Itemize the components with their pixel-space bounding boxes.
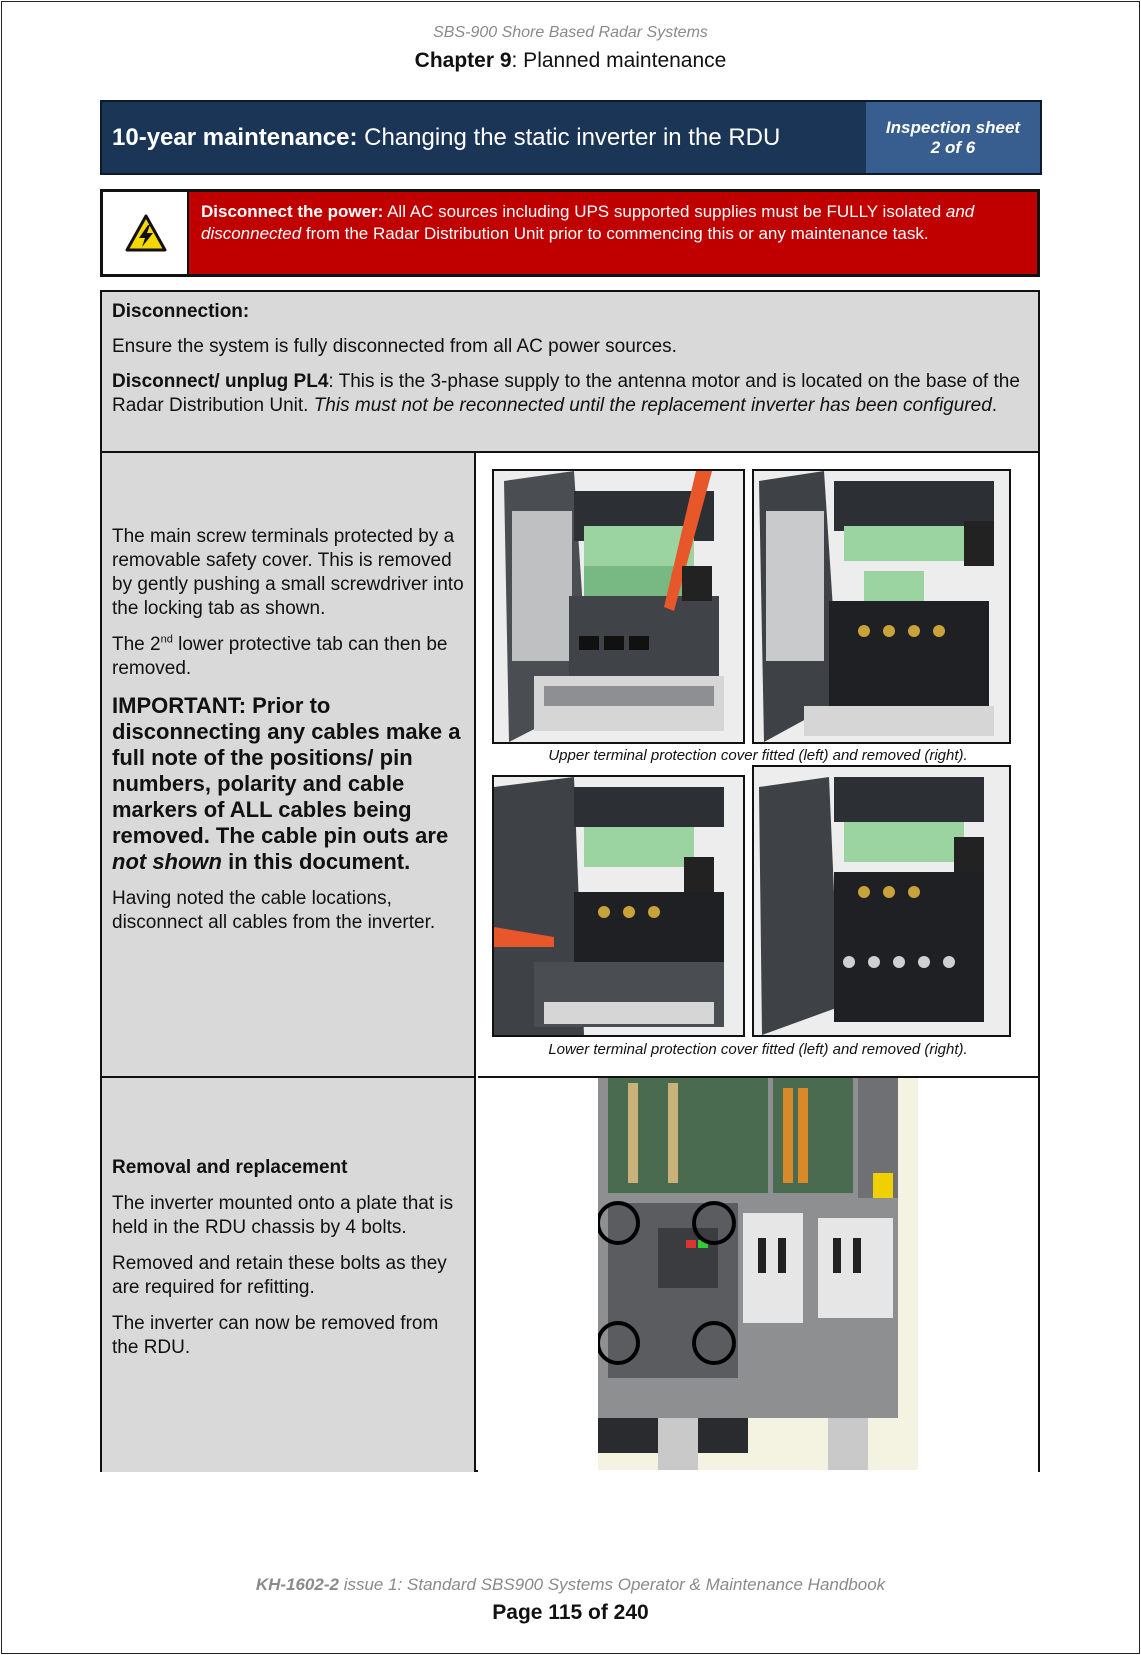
photo-lower-cover-removed bbox=[752, 765, 1011, 1037]
warning-italic: and disconnected bbox=[201, 202, 975, 243]
terminals-para-2b: lower protective tab can then be removed. bbox=[112, 634, 448, 679]
terminals-para-1: The main screw terminals protected by a removable safety cover. This is removed by gently pushing a small screwdriver into the locking tab as shown. bbox=[112, 526, 464, 619]
pl4-label: Disconnect/ unplug PL4 bbox=[112, 371, 329, 392]
procedure-title bbox=[112, 102, 780, 173]
removal-heading: Removal and replacement bbox=[112, 1157, 348, 1178]
power-warning-box bbox=[100, 189, 1040, 277]
photo-rdu-inverter-bolts bbox=[598, 1078, 918, 1470]
power-warning-text bbox=[201, 201, 1033, 244]
important-note-a: IMPORTANT: Prior to disconnecting any cables make a full note of the positions/ pin numbers, polarity and cable markers of ALL cables being removed. The cable pin outs are bbox=[112, 693, 461, 848]
removal-para-2: Removed and retain these bolts as they are required for refitting. bbox=[112, 1253, 447, 1298]
footer-doc-title: issue 1: Standard SBS900 Systems Operator & Maintenance Handbook bbox=[338, 1575, 886, 1594]
terminals-photo-cell bbox=[478, 453, 1038, 1078]
chapter-heading bbox=[0, 49, 1141, 73]
page-number: Page 115 of 240 bbox=[492, 1601, 649, 1624]
pl4-end: . bbox=[991, 395, 998, 416]
caption-upper: Upper terminal protection cover fitted (left) and removed (right). bbox=[548, 747, 968, 764]
procedure-title-bold: 10-year maintenance: bbox=[112, 124, 358, 151]
chapter-title: : Planned maintenance bbox=[511, 49, 727, 72]
removal-para-1: The inverter mounted onto a plate that is held in the RDU chassis by 4 bolts. bbox=[112, 1193, 454, 1238]
pl4-caution: This must not be reconnected until the replacement inverter has been configured bbox=[313, 395, 992, 416]
chapter-number: Chapter 9 bbox=[414, 49, 512, 72]
photo-lower-cover-fitted bbox=[492, 775, 745, 1037]
photo-upper-cover-fitted bbox=[492, 469, 745, 744]
removal-para-3: The inverter can now be removed from the RDU. bbox=[112, 1313, 439, 1358]
terminals-para-3: Having noted the cable locations, disconnect all cables from the inverter. bbox=[112, 888, 436, 933]
important-note-italic: not shown bbox=[112, 849, 222, 874]
terminals-para-2a: The 2 bbox=[112, 634, 161, 655]
disconnection-row bbox=[102, 292, 1038, 453]
inspection-sheet-number: 2 of 6 bbox=[930, 137, 976, 157]
terminals-text bbox=[112, 525, 468, 947]
terminals-para-2 bbox=[112, 633, 468, 681]
rdu-photo-cell bbox=[478, 1078, 1038, 1472]
terminals-para-2-sup: nd bbox=[160, 633, 173, 646]
procedure-title-bar bbox=[100, 100, 1042, 175]
warning-text-1: All AC sources including UPS supported supplies must be FULLY isolated bbox=[383, 202, 946, 221]
pl4-text: : This is the 3-phase supply to the antenna motor and is located on the base of the Radar Distribution Unit. bbox=[112, 371, 1020, 416]
warning-bold: Disconnect the power: bbox=[201, 202, 384, 221]
disconnection-content bbox=[112, 300, 1024, 429]
footer-doc-id: KH-1602-2 bbox=[255, 1575, 339, 1594]
important-note bbox=[112, 693, 468, 875]
procedure-title-text: Changing the static inverter in the RDU bbox=[357, 124, 781, 151]
terminals-text-cell bbox=[102, 453, 476, 1078]
inspection-sheet-badge bbox=[866, 102, 1040, 173]
document-subtitle: SBS-900 Shore Based Radar Systems bbox=[433, 24, 708, 41]
warning-icon-cell bbox=[103, 192, 189, 274]
disconnection-heading: Disconnection: bbox=[112, 301, 250, 322]
important-note-b: in this document. bbox=[221, 849, 411, 874]
caption-lower: Lower terminal protection cover fitted (left) and removed (right). bbox=[548, 1041, 968, 1058]
disconnection-para-2 bbox=[112, 370, 1024, 418]
footer-reference bbox=[0, 1575, 1141, 1595]
inspection-sheet-label: Inspection sheet bbox=[885, 117, 1021, 137]
warning-text-2: from the Radar Distribution Unit prior to commencing this or any maintenance task. bbox=[301, 223, 929, 243]
removal-text-cell bbox=[102, 1078, 476, 1472]
high-voltage-warning-icon bbox=[125, 214, 167, 252]
photo-upper-cover-removed bbox=[752, 469, 1011, 744]
procedure-table bbox=[100, 290, 1040, 1472]
disconnection-para-1: Ensure the system is fully disconnected from all AC power sources. bbox=[112, 336, 677, 357]
removal-text bbox=[112, 1156, 468, 1372]
